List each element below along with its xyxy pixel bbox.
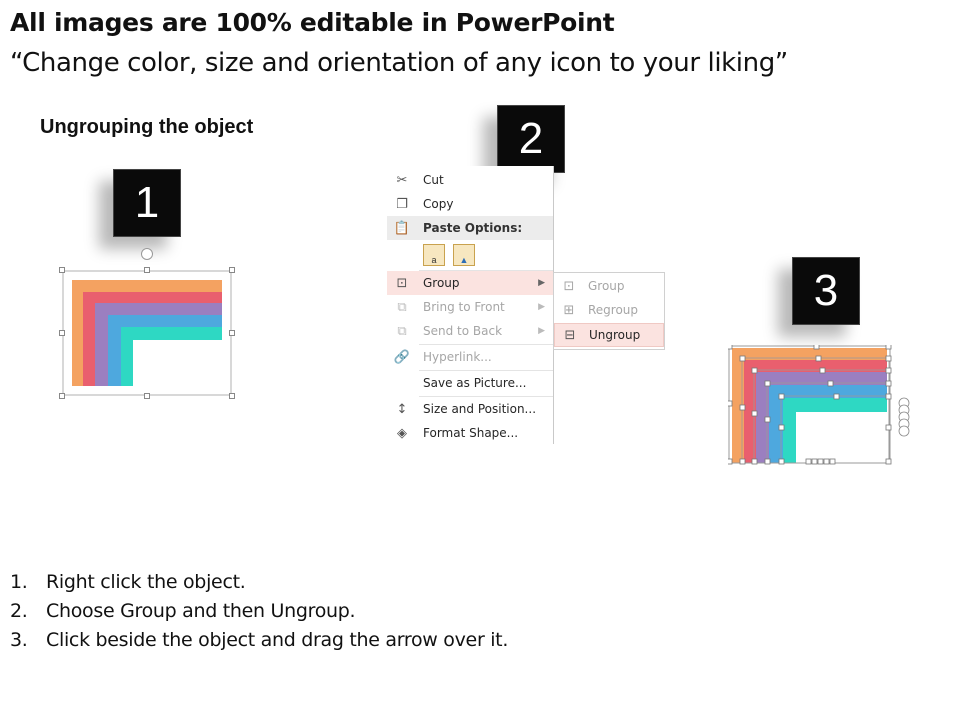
- paste-icon: 📋: [393, 220, 411, 236]
- submenu-arrow-icon: ▶: [538, 278, 545, 288]
- resize-handle[interactable]: [144, 393, 150, 399]
- regroup-icon: ⊞: [563, 302, 575, 318]
- ungrouped-shapes[interactable]: [728, 345, 918, 465]
- list-item: 3. Click beside the object and drag the arrow over it.: [10, 629, 509, 651]
- menu-item-size-and-position[interactable]: ↕ Size and Position...: [387, 397, 553, 421]
- menu-header-paste-options: 📋 Paste Options:: [387, 216, 553, 240]
- scissors-icon: ✂: [396, 172, 408, 188]
- menu-item-save-as-picture[interactable]: Save as Picture...: [423, 376, 527, 390]
- menu-item-hyperlink[interactable]: 🔗 Hyperlink...: [393, 349, 492, 365]
- list-item: 1. Right click the object.: [10, 571, 246, 593]
- ungroup-icon: ⊟: [564, 327, 576, 343]
- step-badge-1: 1: [113, 169, 181, 237]
- instructions-list: [10, 568, 508, 655]
- page-title: All images are 100% editable in PowerPoint: [10, 8, 615, 37]
- menu-item-group[interactable]: ⊡ Group ▶: [387, 271, 553, 295]
- grouped-shape[interactable]: [62, 270, 232, 396]
- list-item: 2. Choose Group and then Ungroup.: [10, 600, 356, 622]
- grouped-shape-graphic: [62, 270, 232, 396]
- ungrouped-shapes-graphic: [728, 345, 918, 465]
- group-submenu: [553, 272, 665, 350]
- copy-icon: ❐: [396, 196, 408, 212]
- page-subtitle: “Change color, size and orientation of any icon to your liking”: [10, 48, 788, 78]
- menu-item-format-shape[interactable]: ◈ Format Shape...: [387, 421, 553, 445]
- bring-front-icon: ⧉: [397, 299, 407, 315]
- menu-item-copy[interactable]: ❐ Copy: [387, 192, 553, 216]
- resize-handle[interactable]: [59, 267, 65, 273]
- step-badge-3: 3: [792, 257, 860, 325]
- resize-handle[interactable]: [59, 393, 65, 399]
- resize-handle[interactable]: [229, 330, 235, 336]
- submenu-item-regroup[interactable]: ⊞ Regroup: [554, 298, 664, 322]
- paste-picture-icon[interactable]: ▲: [453, 244, 475, 266]
- paste-options-row: [423, 244, 483, 268]
- submenu-arrow-icon: ▶: [538, 326, 545, 336]
- hyperlink-icon: 🔗: [393, 349, 411, 365]
- group-icon: ⊡: [563, 278, 575, 294]
- format-shape-icon: ◈: [397, 425, 407, 441]
- step-badge-2: 2: [497, 105, 565, 173]
- resize-handle[interactable]: [229, 393, 235, 399]
- submenu-item-ungroup[interactable]: ⊟ Ungroup: [554, 323, 664, 347]
- group-icon: ⊡: [396, 275, 408, 291]
- context-menu: [387, 166, 554, 444]
- resize-handle[interactable]: [144, 267, 150, 273]
- menu-item-cut[interactable]: ✂ Cut: [387, 168, 553, 192]
- resize-handle[interactable]: [59, 330, 65, 336]
- submenu-arrow-icon: ▶: [538, 302, 545, 312]
- section-title: Ungrouping the object: [40, 116, 254, 138]
- send-back-icon: ⧉: [397, 323, 407, 339]
- submenu-item-group[interactable]: ⊡ Group: [554, 274, 664, 298]
- menu-item-bring-to-front[interactable]: ⧉ Bring to Front ▶: [387, 295, 553, 319]
- rotate-handle-icon[interactable]: [141, 248, 153, 260]
- resize-handle[interactable]: [229, 267, 235, 273]
- size-position-icon: ↕: [396, 401, 408, 417]
- paste-keep-format-icon[interactable]: a: [423, 244, 445, 266]
- menu-item-send-to-back[interactable]: ⧉ Send to Back ▶: [387, 319, 553, 343]
